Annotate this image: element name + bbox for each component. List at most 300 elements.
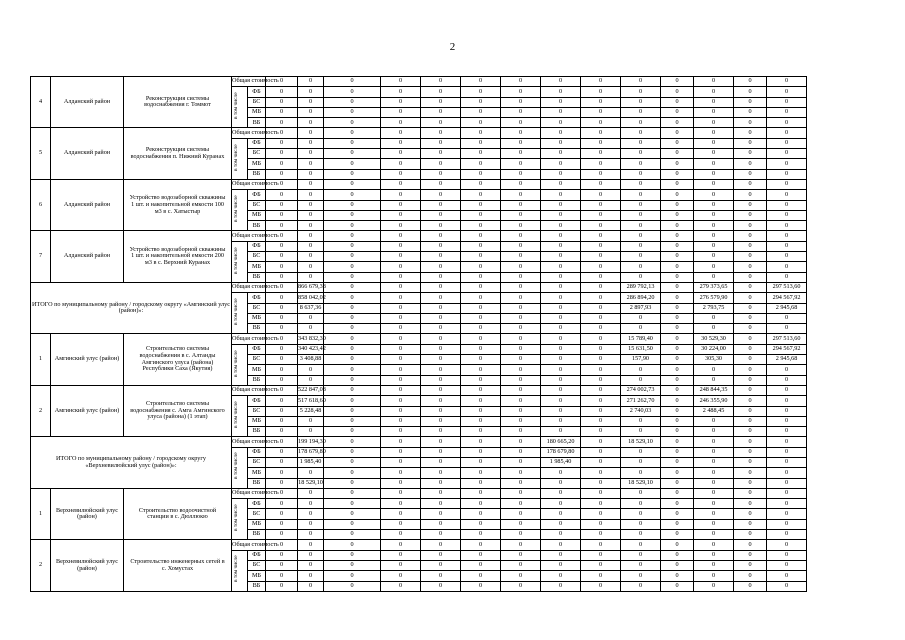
- value-cell: 0: [767, 159, 807, 169]
- value-cell: 0: [298, 77, 324, 87]
- value-cell: 0: [298, 324, 324, 334]
- district-name: Верхневилюйский улус (район): [51, 488, 124, 539]
- value-cell: 2 793,75: [694, 303, 734, 313]
- value-cell: 0: [324, 457, 381, 467]
- value-cell: 0: [581, 313, 621, 323]
- item-number: 1: [31, 488, 51, 539]
- value-cell: 0: [621, 128, 661, 138]
- value-cell: 0: [381, 87, 421, 97]
- value-cell: 0: [734, 334, 767, 344]
- value-cell: 0: [734, 385, 767, 395]
- value-cell: 0: [767, 406, 807, 416]
- value-cell: 0: [734, 179, 767, 189]
- value-cell: 0: [767, 385, 807, 395]
- value-cell: 0: [734, 128, 767, 138]
- value-cell: 0: [734, 190, 767, 200]
- value-cell: 0: [501, 416, 541, 426]
- value-cell: 0: [694, 241, 734, 251]
- value-cell: 0: [461, 293, 501, 303]
- value-cell: 0: [461, 159, 501, 169]
- value-cell: 0: [767, 169, 807, 179]
- table-row: [31, 540, 878, 550]
- value-cell: 0: [541, 530, 581, 540]
- including-label: [232, 293, 248, 334]
- value-cell: 0: [266, 427, 298, 437]
- value-cell: 0: [661, 169, 694, 179]
- value-cell: 0: [266, 221, 298, 231]
- value-cell: 0: [734, 375, 767, 385]
- table-row: [31, 334, 878, 344]
- value-cell: 0: [324, 375, 381, 385]
- value-cell: 0: [421, 416, 461, 426]
- value-cell: 0: [298, 221, 324, 231]
- value-cell: 0: [461, 457, 501, 467]
- value-cell: 0: [381, 406, 421, 416]
- value-cell: 0: [266, 324, 298, 334]
- value-cell: 279 373,65: [694, 282, 734, 292]
- value-cell: 0: [461, 581, 501, 591]
- value-cell: 0: [661, 437, 694, 447]
- value-cell: 0: [734, 231, 767, 241]
- value-cell: 0: [767, 437, 807, 447]
- funding-source: МБ: [248, 210, 266, 220]
- value-cell: 0: [541, 77, 581, 87]
- value-cell: 0: [541, 344, 581, 354]
- value-cell: 0: [767, 540, 807, 550]
- value-cell: 0: [581, 149, 621, 159]
- district-name: Верхневилюйский улус (район): [51, 540, 124, 591]
- value-cell: 0: [421, 179, 461, 189]
- funding-source: ФБ: [248, 241, 266, 251]
- value-cell: 0: [581, 334, 621, 344]
- value-cell: 0: [501, 241, 541, 251]
- value-cell: 0: [324, 540, 381, 550]
- value-cell: 0: [298, 488, 324, 498]
- value-cell: 0: [501, 138, 541, 148]
- value-cell: 0: [581, 416, 621, 426]
- object-name: Строительство системы водоснабжения в с. Алтанды Амгинского улуса (района) Республики Саха (Якутия): [124, 334, 232, 385]
- item-number: 6: [31, 179, 51, 230]
- value-cell: 0: [298, 540, 324, 550]
- value-cell: 0: [324, 231, 381, 241]
- value-cell: 0: [694, 231, 734, 241]
- funding-source: МБ: [248, 519, 266, 529]
- value-cell: 0: [461, 447, 501, 457]
- value-cell: 0: [581, 344, 621, 354]
- including-text: в том числе: [232, 504, 239, 532]
- value-cell: 248 844,35: [694, 385, 734, 395]
- value-cell: 0: [661, 468, 694, 478]
- value-cell: 0: [381, 210, 421, 220]
- value-cell: 0: [581, 87, 621, 97]
- value-cell: 0: [767, 488, 807, 498]
- value-cell: 0: [421, 303, 461, 313]
- including-text: в том числе: [232, 453, 239, 480]
- value-cell: 0: [501, 190, 541, 200]
- value-cell: 0: [661, 447, 694, 457]
- value-cell: 0: [266, 87, 298, 97]
- object-name: Устройство водозаборной скважины 1 шт. и накопительной емкости 200 м3 в с. Верхний Куранах: [124, 231, 232, 282]
- value-cell: 0: [266, 179, 298, 189]
- value-cell: 0: [324, 313, 381, 323]
- value-cell: 0: [381, 427, 421, 437]
- value-cell: 0: [581, 210, 621, 220]
- value-cell: 0: [541, 221, 581, 231]
- value-cell: 0: [767, 416, 807, 426]
- value-cell: 0: [266, 499, 298, 509]
- value-cell: 0: [661, 77, 694, 87]
- value-cell: 0: [661, 488, 694, 498]
- value-cell: 0: [266, 282, 298, 292]
- value-cell: 0: [461, 282, 501, 292]
- value-cell: 0: [266, 478, 298, 488]
- value-cell: 0: [734, 427, 767, 437]
- value-cell: 0: [694, 488, 734, 498]
- value-cell: 0: [621, 519, 661, 529]
- value-cell: 0: [581, 427, 621, 437]
- value-cell: 0: [541, 385, 581, 395]
- value-cell: 0: [501, 107, 541, 117]
- value-cell: 0: [381, 437, 421, 447]
- value-cell: 0: [421, 519, 461, 529]
- value-cell: 0: [767, 468, 807, 478]
- value-cell: 0: [694, 97, 734, 107]
- value-cell: 0: [767, 77, 807, 87]
- value-cell: 0: [621, 550, 661, 560]
- value-cell: 0: [421, 334, 461, 344]
- value-cell: 0: [661, 200, 694, 210]
- value-cell: 0: [767, 118, 807, 128]
- value-cell: 0: [501, 97, 541, 107]
- value-cell: 0: [324, 437, 381, 447]
- value-cell: 0: [767, 499, 807, 509]
- value-cell: 0: [581, 365, 621, 375]
- value-cell: 0: [266, 488, 298, 498]
- value-cell: 0: [461, 519, 501, 529]
- value-cell: 0: [581, 478, 621, 488]
- value-cell: 0: [421, 107, 461, 117]
- value-cell: 0: [661, 519, 694, 529]
- value-cell: 0: [421, 138, 461, 148]
- value-cell: 0: [734, 169, 767, 179]
- value-cell: 0: [461, 231, 501, 241]
- value-cell: 0: [734, 118, 767, 128]
- value-cell: 0: [324, 447, 381, 457]
- total-cost-label: Общая стоимость: [232, 385, 266, 395]
- value-cell: 0: [621, 272, 661, 282]
- value-cell: 0: [381, 334, 421, 344]
- value-cell: 0: [661, 457, 694, 467]
- value-cell: 0: [694, 509, 734, 519]
- value-cell: 0: [661, 272, 694, 282]
- value-cell: 0: [581, 447, 621, 457]
- value-cell: 0: [298, 519, 324, 529]
- value-cell: 0: [694, 190, 734, 200]
- including-text: в том числе: [232, 401, 239, 429]
- value-cell: 0: [581, 138, 621, 148]
- value-cell: 0: [661, 159, 694, 169]
- value-cell: 0: [421, 190, 461, 200]
- total-cost-label: Общая стоимость: [232, 282, 266, 292]
- value-cell: 289 792,13: [621, 282, 661, 292]
- value-cell: 0: [581, 169, 621, 179]
- funding-source: БС: [248, 355, 266, 365]
- value-cell: 0: [661, 241, 694, 251]
- value-cell: 0: [767, 272, 807, 282]
- table-row: [31, 179, 878, 189]
- value-cell: 0: [621, 468, 661, 478]
- value-cell: 0: [661, 560, 694, 570]
- value-cell: 0: [324, 97, 381, 107]
- value-cell: 0: [381, 468, 421, 478]
- value-cell: 0: [581, 457, 621, 467]
- value-cell: 0: [734, 396, 767, 406]
- value-cell: 0: [381, 293, 421, 303]
- value-cell: 2 488,45: [694, 406, 734, 416]
- value-cell: 0: [266, 530, 298, 540]
- funding-source: ВБ: [248, 581, 266, 591]
- value-cell: 0: [734, 324, 767, 334]
- including-label: [232, 344, 248, 385]
- value-cell: 0: [581, 97, 621, 107]
- value-cell: 0: [734, 97, 767, 107]
- value-cell: 0: [541, 550, 581, 560]
- value-cell: 0: [266, 406, 298, 416]
- value-cell: 0: [661, 118, 694, 128]
- value-cell: 0: [461, 107, 501, 117]
- value-cell: 0: [421, 293, 461, 303]
- value-cell: 0: [734, 313, 767, 323]
- value-cell: 0: [734, 509, 767, 519]
- value-cell: 0: [381, 200, 421, 210]
- funding-source: ФБ: [248, 190, 266, 200]
- value-cell: 0: [661, 427, 694, 437]
- value-cell: 0: [767, 221, 807, 231]
- value-cell: 0: [767, 509, 807, 519]
- value-cell: 0: [734, 272, 767, 282]
- value-cell: 0: [421, 488, 461, 498]
- value-cell: 0: [421, 169, 461, 179]
- value-cell: 0: [501, 447, 541, 457]
- value-cell: 0: [266, 200, 298, 210]
- value-cell: 0: [734, 282, 767, 292]
- value-cell: 0: [621, 262, 661, 272]
- value-cell: 340 423,42: [298, 344, 324, 354]
- table-row: [31, 488, 878, 498]
- funding-source: БС: [248, 252, 266, 262]
- value-cell: 0: [661, 149, 694, 159]
- value-cell: 0: [541, 427, 581, 437]
- value-cell: 0: [621, 324, 661, 334]
- value-cell: 0: [541, 169, 581, 179]
- value-cell: 0: [501, 252, 541, 262]
- value-cell: 0: [501, 210, 541, 220]
- value-cell: 0: [621, 190, 661, 200]
- value-cell: 0: [381, 355, 421, 365]
- value-cell: 0: [541, 571, 581, 581]
- value-cell: 0: [621, 97, 661, 107]
- value-cell: 0: [381, 365, 421, 375]
- value-cell: 0: [734, 581, 767, 591]
- value-cell: 0: [324, 499, 381, 509]
- value-cell: 0: [694, 118, 734, 128]
- value-cell: 0: [694, 571, 734, 581]
- value-cell: 0: [734, 530, 767, 540]
- value-cell: 0: [298, 550, 324, 560]
- item-number: 4: [31, 77, 51, 128]
- including-label: [232, 396, 248, 437]
- value-cell: 0: [421, 365, 461, 375]
- value-cell: 0: [694, 427, 734, 437]
- value-cell: 0: [661, 499, 694, 509]
- value-cell: 0: [541, 282, 581, 292]
- value-cell: 0: [734, 87, 767, 97]
- value-cell: 0: [734, 107, 767, 117]
- value-cell: 8 637,36: [298, 303, 324, 313]
- funding-source: МБ: [248, 262, 266, 272]
- value-cell: 522 847,08: [298, 385, 324, 395]
- value-cell: 0: [661, 210, 694, 220]
- value-cell: 0: [541, 97, 581, 107]
- value-cell: 305,30: [694, 355, 734, 365]
- value-cell: 0: [421, 231, 461, 241]
- value-cell: 0: [541, 262, 581, 272]
- value-cell: 0: [767, 313, 807, 323]
- value-cell: 0: [461, 355, 501, 365]
- value-cell: 0: [461, 478, 501, 488]
- funding-source: МБ: [248, 416, 266, 426]
- value-cell: 0: [541, 334, 581, 344]
- total-cost-label: Общая стоимость: [232, 540, 266, 550]
- value-cell: 0: [767, 519, 807, 529]
- value-cell: 0: [266, 560, 298, 570]
- value-cell: 0: [298, 427, 324, 437]
- value-cell: 0: [266, 107, 298, 117]
- value-cell: 0: [381, 344, 421, 354]
- value-cell: 0: [461, 540, 501, 550]
- including-label: [232, 190, 248, 231]
- value-cell: 0: [541, 87, 581, 97]
- value-cell: 0: [581, 241, 621, 251]
- value-cell: 0: [324, 303, 381, 313]
- value-cell: 0: [298, 416, 324, 426]
- total-cost-label: Общая стоимость: [232, 128, 266, 138]
- value-cell: 0: [461, 406, 501, 416]
- value-cell: 0: [767, 375, 807, 385]
- value-cell: 0: [421, 159, 461, 169]
- value-cell: 0: [501, 179, 541, 189]
- value-cell: 0: [298, 149, 324, 159]
- value-cell: 0: [767, 107, 807, 117]
- value-cell: 0: [381, 179, 421, 189]
- funding-source: МБ: [248, 571, 266, 581]
- value-cell: 0: [266, 97, 298, 107]
- funding-source: ФБ: [248, 87, 266, 97]
- value-cell: 0: [324, 179, 381, 189]
- value-cell: 0: [541, 107, 581, 117]
- value-cell: 0: [501, 509, 541, 519]
- value-cell: 0: [734, 519, 767, 529]
- value-cell: 0: [661, 385, 694, 395]
- value-cell: 0: [621, 221, 661, 231]
- value-cell: 0: [324, 282, 381, 292]
- value-cell: 0: [266, 571, 298, 581]
- value-cell: 0: [421, 344, 461, 354]
- value-cell: 0: [694, 221, 734, 231]
- value-cell: 0: [421, 581, 461, 591]
- value-cell: 0: [266, 303, 298, 313]
- value-cell: 0: [621, 107, 661, 117]
- district-name: Амгинский улус (район): [51, 385, 124, 436]
- value-cell: 0: [421, 396, 461, 406]
- value-cell: 0: [298, 571, 324, 581]
- value-cell: 0: [581, 406, 621, 416]
- value-cell: 0: [767, 550, 807, 560]
- value-cell: 0: [581, 396, 621, 406]
- item-number: 7: [31, 231, 51, 282]
- value-cell: 0: [767, 241, 807, 251]
- value-cell: 0: [694, 87, 734, 97]
- value-cell: 0: [298, 128, 324, 138]
- funding-source: БС: [248, 149, 266, 159]
- value-cell: 0: [381, 190, 421, 200]
- value-cell: 0: [324, 519, 381, 529]
- value-cell: 0: [501, 550, 541, 560]
- value-cell: 0: [501, 499, 541, 509]
- value-cell: 0: [661, 87, 694, 97]
- value-cell: 0: [298, 560, 324, 570]
- value-cell: 0: [381, 550, 421, 560]
- value-cell: 0: [461, 550, 501, 560]
- value-cell: 0: [381, 282, 421, 292]
- value-cell: 0: [461, 87, 501, 97]
- value-cell: 0: [324, 200, 381, 210]
- value-cell: 0: [381, 540, 421, 550]
- value-cell: 178 679,80: [541, 447, 581, 457]
- value-cell: 0: [461, 77, 501, 87]
- value-cell: 0: [266, 344, 298, 354]
- value-cell: 0: [381, 241, 421, 251]
- value-cell: 0: [767, 149, 807, 159]
- value-cell: 0: [324, 149, 381, 159]
- table-row: [31, 128, 878, 138]
- value-cell: 0: [324, 530, 381, 540]
- object-name: Устройство водозаборной скважины 1 шт. и накопительной емкости 100 м3 в с. Хатыстыр: [124, 179, 232, 230]
- value-cell: 0: [324, 385, 381, 395]
- value-cell: 246 355,90: [694, 396, 734, 406]
- funding-source: МБ: [248, 365, 266, 375]
- value-cell: 0: [461, 313, 501, 323]
- value-cell: 0: [324, 355, 381, 365]
- value-cell: 0: [621, 179, 661, 189]
- funding-source: ВБ: [248, 478, 266, 488]
- value-cell: 0: [461, 169, 501, 179]
- value-cell: 0: [581, 571, 621, 581]
- value-cell: 0: [421, 478, 461, 488]
- value-cell: 0: [501, 478, 541, 488]
- value-cell: 0: [621, 252, 661, 262]
- value-cell: 0: [501, 571, 541, 581]
- value-cell: 0: [381, 509, 421, 519]
- value-cell: 0: [581, 519, 621, 529]
- value-cell: 0: [298, 375, 324, 385]
- value-cell: 0: [381, 262, 421, 272]
- value-cell: 15 789,40: [621, 334, 661, 344]
- value-cell: 0: [621, 87, 661, 97]
- object-name: Строительство системы водоснабжения с. Амга Амгинского улуса (района) (1 этап): [124, 385, 232, 436]
- value-cell: 0: [694, 324, 734, 334]
- value-cell: 0: [661, 571, 694, 581]
